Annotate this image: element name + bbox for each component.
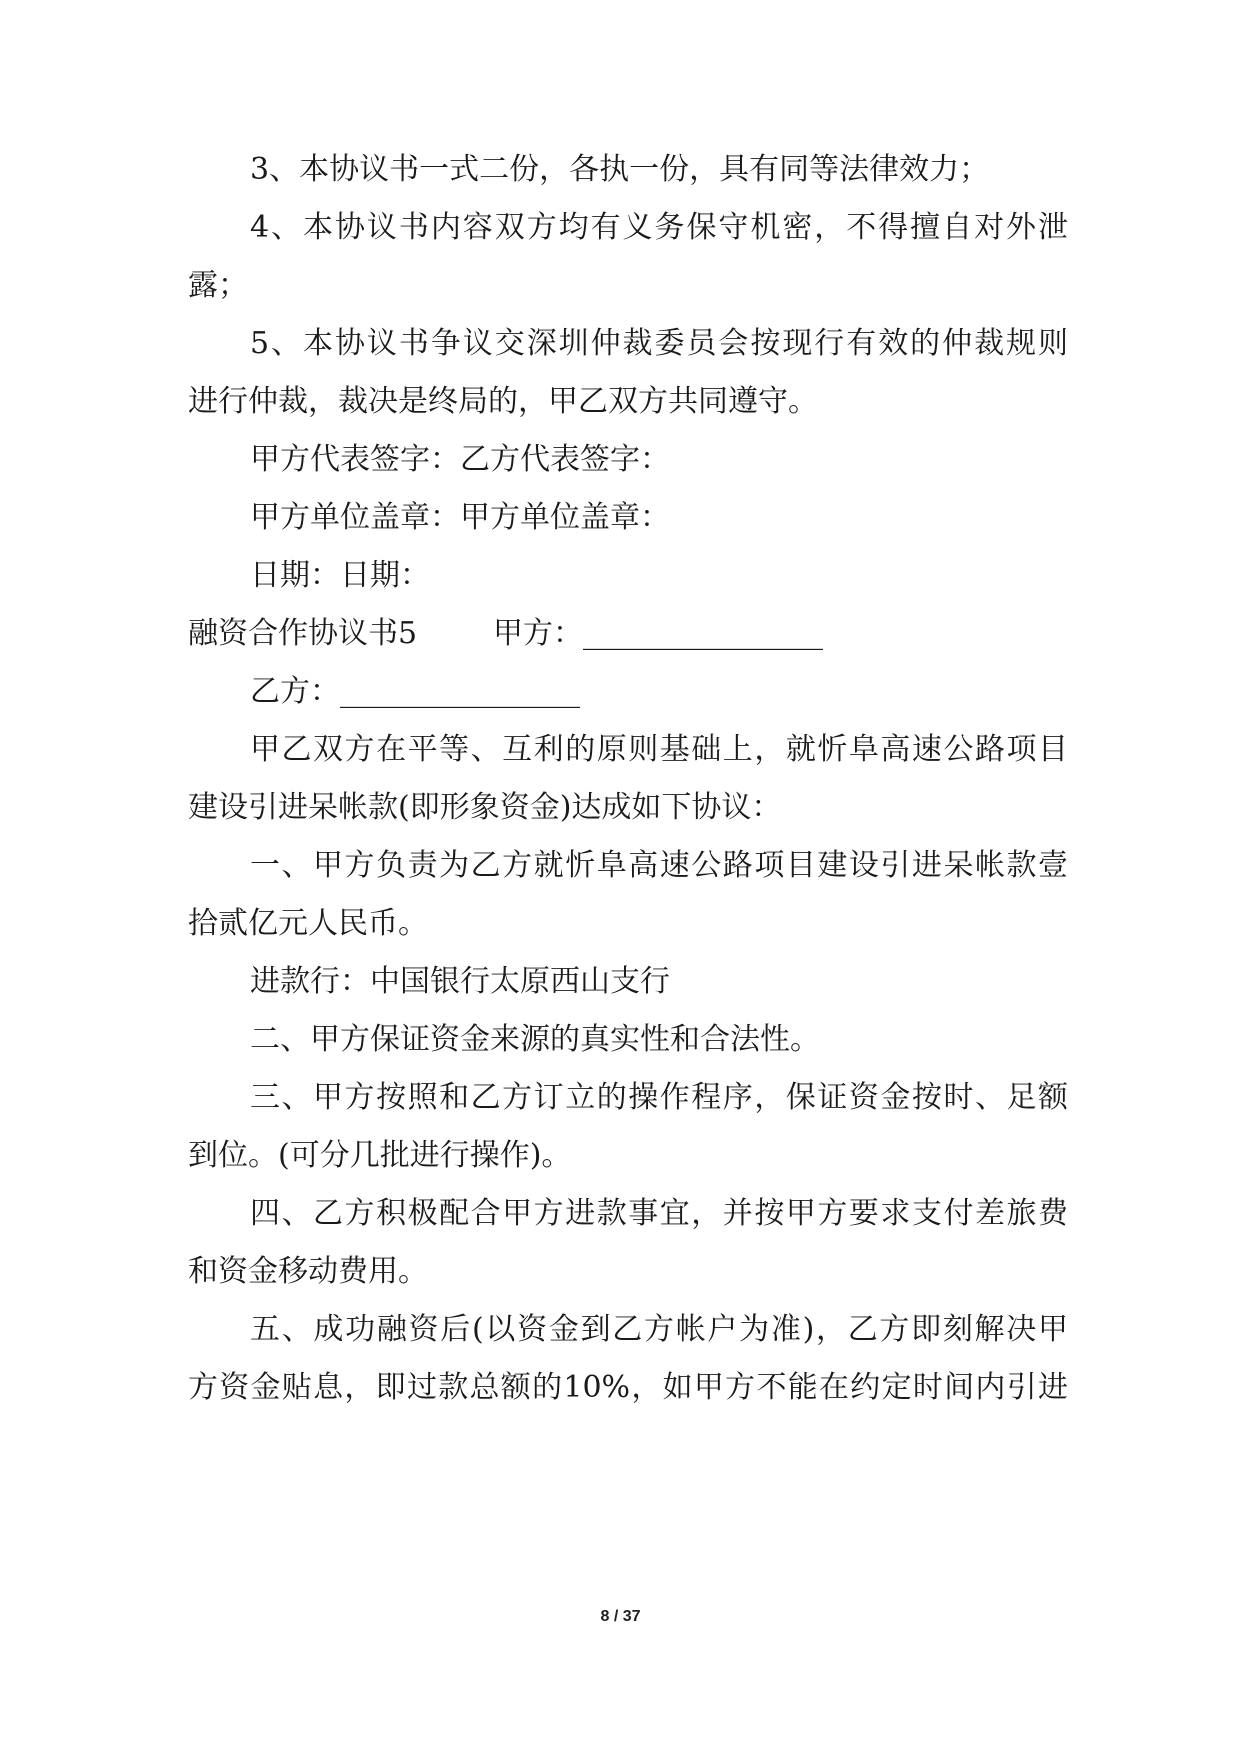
party-b-field: 乙方：________________ [250,674,580,709]
page-number: 8 / 37 [600,1608,641,1625]
receiving-bank: 进款行：中国银行太原西山支行 [250,964,670,999]
seal-line: 甲方单位盖章：甲方单位盖章： [250,500,670,535]
clause-4-line-1: 4、本协议书内容双方均有义务保守机密，不得擅自对外泄 [250,210,1068,245]
party-a-field: 甲方：________________ [493,616,823,651]
article-2: 二、甲方保证资金来源的真实性和合法性。 [250,1022,820,1057]
clause-4-line-2: 露； [188,268,248,303]
article-1-line-1: 一、甲方负责为乙方就忻阜高速公路项目建设引进呆帐款壹 [250,848,1068,883]
signature-line: 甲方代表签字：乙方代表签字： [250,442,670,477]
clause-5-line-1: 5、本协议书争议交深圳仲裁委员会按现行有效的仲裁规则 [250,326,1068,361]
date-line: 日期：日期： [250,558,430,593]
article-4-line-2: 和资金移动费用。 [188,1254,428,1289]
article-1-line-2: 拾贰亿元人民币。 [188,906,428,941]
article-5-line-1: 五、成功融资后(以资金到乙方帐户为准)，乙方即刻解决甲 [250,1312,1068,1347]
article-3-line-1: 三、甲方按照和乙方订立的操作程序，保证资金按时、足额 [250,1080,1068,1115]
clause-3: 3、本协议书一式二份，各执一份，具有同等法律效力； [250,152,990,187]
agreement-title: 融资合作协议书5 [188,616,418,651]
article-3-line-2: 到位。(可分几批进行操作)。 [188,1138,572,1173]
clause-5-line-2: 进行仲裁，裁决是终局的，甲乙双方共同遵守。 [188,384,818,419]
article-4-line-1: 四、乙方积极配合甲方进款事宜，并按甲方要求支付差旅费 [250,1196,1068,1231]
preamble-line-1: 甲乙双方在平等、互利的原则基础上，就忻阜高速公路项目 [250,732,1068,767]
preamble-line-2: 建设引进呆帐款(即形象资金)达成如下协议： [188,790,782,825]
article-5-line-2: 方资金贴息，即过款总额的10%，如甲方不能在约定时间内引进 [188,1370,1068,1405]
